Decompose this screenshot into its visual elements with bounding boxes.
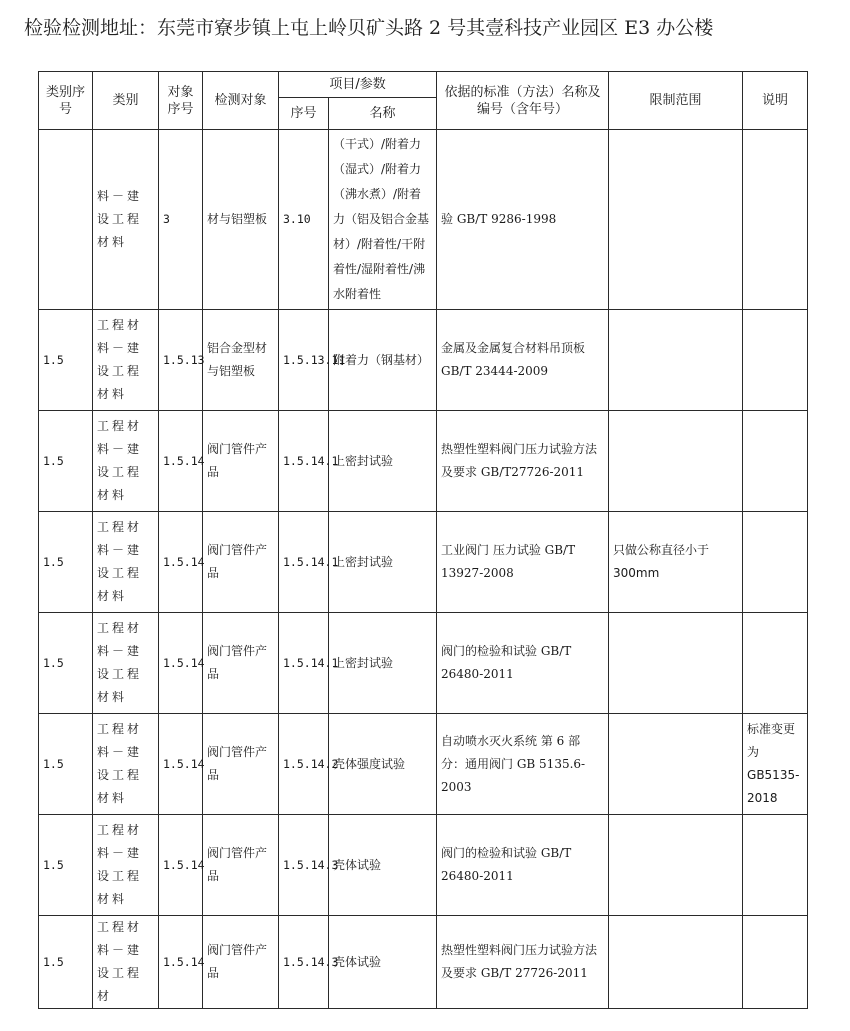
cell-note bbox=[743, 613, 808, 714]
header-object: 检测对象 bbox=[203, 72, 279, 130]
cell-item-name: 上密封试验 bbox=[329, 613, 437, 714]
cell-cat-no: 1.5 bbox=[39, 916, 93, 1009]
cell-note bbox=[743, 815, 808, 916]
cell-object: 铝合金型材与铝塑板 bbox=[203, 310, 279, 411]
cell-item-no: 3.10 bbox=[279, 130, 329, 310]
cell-cat-no: 1.5 bbox=[39, 714, 93, 815]
cell-item-name: 上密封试验 bbox=[329, 512, 437, 613]
cell-category: 料－建设工程材料 bbox=[93, 130, 159, 310]
cell-obj-no: 1.5.14 bbox=[159, 916, 203, 1009]
cell-item-name: 附着力（钢基材） bbox=[329, 310, 437, 411]
header-note: 说明 bbox=[743, 72, 808, 130]
cell-cat-no: 1.5 bbox=[39, 411, 93, 512]
cell-cat-no: 1.5 bbox=[39, 512, 93, 613]
cell-note bbox=[743, 916, 808, 1009]
cell-item-no: 1.5.13.11 bbox=[279, 310, 329, 411]
table-row bbox=[39, 130, 808, 310]
header-cat-no: 类别序号 bbox=[39, 72, 93, 130]
cell-item-no: 1.5.14.1 bbox=[279, 411, 329, 512]
cell-limit bbox=[609, 916, 743, 1009]
cell-cat-no: 1.5 bbox=[39, 815, 93, 916]
cell-obj-no: 1.5.14 bbox=[159, 512, 203, 613]
page-title: 检验检测地址：东莞市寮步镇上屯上岭贝矿头路 2 号其壹科技产业园区 E3 办公楼 bbox=[24, 17, 714, 39]
cell-item-name: 壳体强度试验 bbox=[329, 714, 437, 815]
cell-category: 工程材料－建设工程材料 bbox=[93, 411, 159, 512]
header-obj-no: 对象序号 bbox=[159, 72, 203, 130]
header-limit: 限制范围 bbox=[609, 72, 743, 130]
cell-object: 阀门管件产品 bbox=[203, 815, 279, 916]
cell-standard: 金属及金属复合材料吊顶板 GB/T 23444-2009 bbox=[437, 310, 609, 411]
header-item-no: 序号 bbox=[279, 98, 329, 130]
table-row bbox=[39, 512, 808, 613]
table-row bbox=[39, 714, 808, 815]
cell-limit: 只做公称直径小于300mm bbox=[609, 512, 743, 613]
cell-category: 工程材料－建设工程材料 bbox=[93, 512, 159, 613]
cell-category: 工程材料－建设工程材料 bbox=[93, 310, 159, 411]
header-category: 类别 bbox=[93, 72, 159, 130]
cell-note bbox=[743, 411, 808, 512]
cell-standard: 工业阀门 压力试验 GB/T 13927-2008 bbox=[437, 512, 609, 613]
cell-standard: 阀门的检验和试验 GB/T 26480-2011 bbox=[437, 815, 609, 916]
cell-cat-no: 1.5 bbox=[39, 613, 93, 714]
table-row bbox=[39, 310, 808, 411]
cell-item-name: 壳体试验 bbox=[329, 815, 437, 916]
cell-standard: 热塑性塑料阀门压力试验方法及要求 GB/T 27726-2011 bbox=[437, 916, 609, 1009]
cell-limit bbox=[609, 815, 743, 916]
cell-category: 工程材料－建设工程材料 bbox=[93, 613, 159, 714]
cell-obj-no: 1.5.13 bbox=[159, 310, 203, 411]
cell-obj-no: 3 bbox=[159, 130, 203, 310]
cell-category: 工程材料－建设工程材料 bbox=[93, 815, 159, 916]
cell-note bbox=[743, 512, 808, 613]
cell-obj-no: 1.5.14 bbox=[159, 815, 203, 916]
cell-standard: 自动喷水灭火系统 第 6 部分：通用阀门 GB 5135.6-2003 bbox=[437, 714, 609, 815]
table-row bbox=[39, 815, 808, 916]
cell-standard: 热塑性塑料阀门压力试验方法及要求 GB/T27726-2011 bbox=[437, 411, 609, 512]
table-row bbox=[39, 613, 808, 714]
cell-item-name: 壳体试验 bbox=[329, 916, 437, 1009]
cell-item-no: 1.5.14.1 bbox=[279, 613, 329, 714]
cell-item-no: 1.5.14.1 bbox=[279, 512, 329, 613]
cell-obj-no: 1.5.14 bbox=[159, 613, 203, 714]
cell-object: 阀门管件产品 bbox=[203, 411, 279, 512]
cell-item-name: （干式）/附着力（湿式）/附着力（沸水煮）/附着力（铝及铝合金基材）/附着性/干附着性/湿附着性/沸水附着性 bbox=[329, 130, 437, 310]
cell-note bbox=[743, 310, 808, 411]
cell-object: 阀门管件产品 bbox=[203, 512, 279, 613]
table-row bbox=[39, 916, 808, 1009]
cell-item-no: 1.5.14.3 bbox=[279, 815, 329, 916]
cell-category: 工程材料－建设工程材 bbox=[93, 916, 159, 1009]
cell-standard: 验 GB/T 9286-1998 bbox=[437, 130, 609, 310]
table-row bbox=[39, 411, 808, 512]
cell-item-no: 1.5.14.2 bbox=[279, 714, 329, 815]
cell-object: 材与铝塑板 bbox=[203, 130, 279, 310]
cell-limit bbox=[609, 613, 743, 714]
cell-note bbox=[743, 130, 808, 310]
cell-cat-no bbox=[39, 130, 93, 310]
cell-item-name: 上密封试验 bbox=[329, 411, 437, 512]
cell-limit bbox=[609, 310, 743, 411]
cell-standard: 阀门的检验和试验 GB/T 26480-2011 bbox=[437, 613, 609, 714]
table-header-row bbox=[39, 72, 808, 98]
cell-obj-no: 1.5.14 bbox=[159, 714, 203, 815]
header-standard: 依据的标准（方法）名称及编号（含年号） bbox=[437, 72, 609, 130]
cell-limit bbox=[609, 130, 743, 310]
cell-item-no: 1.5.14.3 bbox=[279, 916, 329, 1009]
cell-obj-no: 1.5.14 bbox=[159, 411, 203, 512]
cell-object: 阀门管件产品 bbox=[203, 714, 279, 815]
scope-table bbox=[38, 71, 808, 1009]
cell-category: 工程材料－建设工程材料 bbox=[93, 714, 159, 815]
cell-limit bbox=[609, 714, 743, 815]
cell-object: 阀门管件产品 bbox=[203, 613, 279, 714]
cell-object: 阀门管件产品 bbox=[203, 916, 279, 1009]
header-item-group: 项目/参数 bbox=[279, 72, 437, 98]
cell-limit bbox=[609, 411, 743, 512]
cell-cat-no: 1.5 bbox=[39, 310, 93, 411]
header-item-name: 名称 bbox=[329, 98, 437, 130]
cell-note: 标准变更为GB5135-2018 bbox=[743, 714, 808, 815]
